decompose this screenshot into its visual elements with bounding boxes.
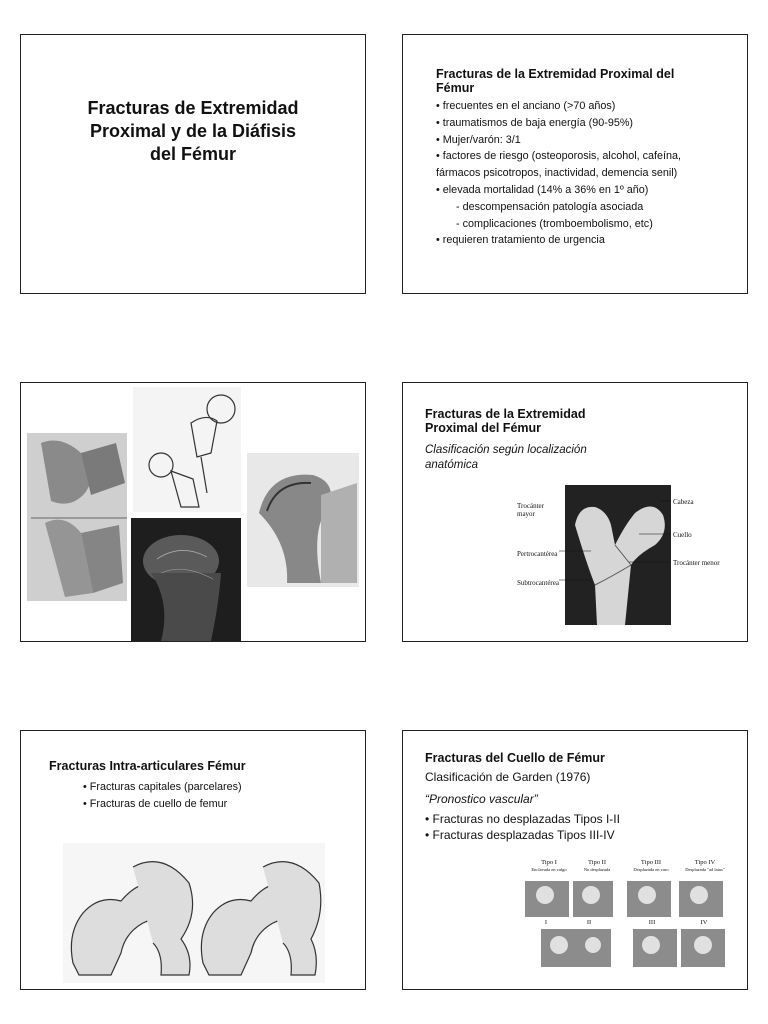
bullet-item: • Mujer/varón: 3/1 — [436, 133, 521, 146]
bullet-item: • Fracturas desplazadas Tipos III-IV — [425, 828, 615, 842]
type-desc: Desplazada "ad latus" — [685, 867, 725, 872]
slide-4-title: Fracturas de la Extremidad Proximal del Fémur — [425, 407, 586, 435]
slide-6 — [402, 730, 748, 990]
femur-image-collage — [21, 383, 366, 642]
type-desc: No desplazada — [583, 867, 611, 872]
label-pertrocanterea: Pertrocantérea — [517, 550, 558, 558]
slide-1-title: Fracturas de Extremidad Proximal y de la Diáfisis del Fémur — [87, 98, 299, 164]
roman-numeral: III — [648, 919, 656, 926]
label-leader-lines — [403, 383, 748, 642]
garden-type-2 — [569, 859, 625, 873]
femoral-head-dark-image — [131, 518, 241, 642]
hip-fracture-drawing-left — [27, 433, 127, 601]
femur-neck-fracture-drawing — [63, 843, 325, 983]
slide-5-bullet-list — [83, 779, 242, 813]
slide-4 — [402, 382, 748, 642]
hip-sketch-top — [133, 387, 241, 512]
type-name: Tipo II — [587, 859, 606, 866]
type-desc: Enclavada en valgo — [531, 867, 567, 872]
slide-5-title: Fracturas Intra-articulares Fémur — [49, 759, 246, 773]
slide-6-title: Fracturas del Cuello de Fémur — [425, 751, 605, 765]
roman-numeral: IV — [700, 919, 708, 926]
garden-type-4 — [675, 859, 735, 873]
slide-2-bullet-list — [436, 98, 741, 249]
roman-numeral: II — [586, 919, 592, 926]
type-desc: Desplazada en varo — [633, 867, 669, 872]
label-trocanter-mayor: Trocánter mayor — [517, 502, 544, 518]
slide-4-subtitle: Clasificación según localización anatómica — [425, 444, 587, 471]
type-name: Tipo I — [541, 859, 557, 866]
trabecular-section-image — [247, 453, 359, 587]
label-cuello: Cuello — [673, 531, 692, 539]
bullet-item: • elevada mortalidad (14% a 36% en 1º año) — [436, 183, 649, 196]
type-name: Tipo III — [640, 859, 662, 866]
sub-item: - descompensación patología asociada — [456, 200, 644, 213]
slide-1 — [20, 34, 366, 294]
slide-6-bullet-list — [425, 811, 620, 843]
bullet-item: • traumatismos de baja energía (90-95%) — [436, 116, 634, 129]
sub-item: - complicaciones (tromboembolismo, etc) — [456, 217, 653, 230]
type-name: Tipo IV — [694, 859, 716, 866]
slide-2-title: Fracturas de la Extremidad Proximal del Fémur — [436, 67, 675, 95]
bullet-item: • requieren tratamiento de urgencia — [436, 234, 605, 247]
bullet-item: • factores de riesgo (osteoporosis, alcohol, cafeína, fármacos psicotropos, inactividad, demencia senil) — [436, 150, 682, 180]
bullet-item: • Fracturas no desplazadas Tipos I-II — [425, 812, 620, 826]
label-cabeza: Cabeza — [673, 498, 694, 506]
slide-6-prognosis: “Pronostico vascular” — [425, 792, 538, 806]
slide-6-classification: Clasificación de Garden (1976) — [425, 770, 591, 784]
bullet-item: • frecuentes en el anciano (>70 años) — [436, 100, 616, 112]
label-trocanter-menor: Trocánter menor — [673, 559, 720, 567]
garden-type-3 — [623, 859, 679, 873]
slide-5 — [20, 730, 366, 990]
roman-numeral: I — [544, 919, 548, 926]
bullet-item: • Fracturas capitales (parcelares) — [83, 781, 242, 793]
slide-3 — [20, 382, 366, 642]
slide-2 — [402, 34, 748, 294]
bullet-item: • Fracturas de cuello de femur — [83, 797, 228, 810]
label-subtrocanterea: Subtrocantérea — [517, 579, 559, 587]
